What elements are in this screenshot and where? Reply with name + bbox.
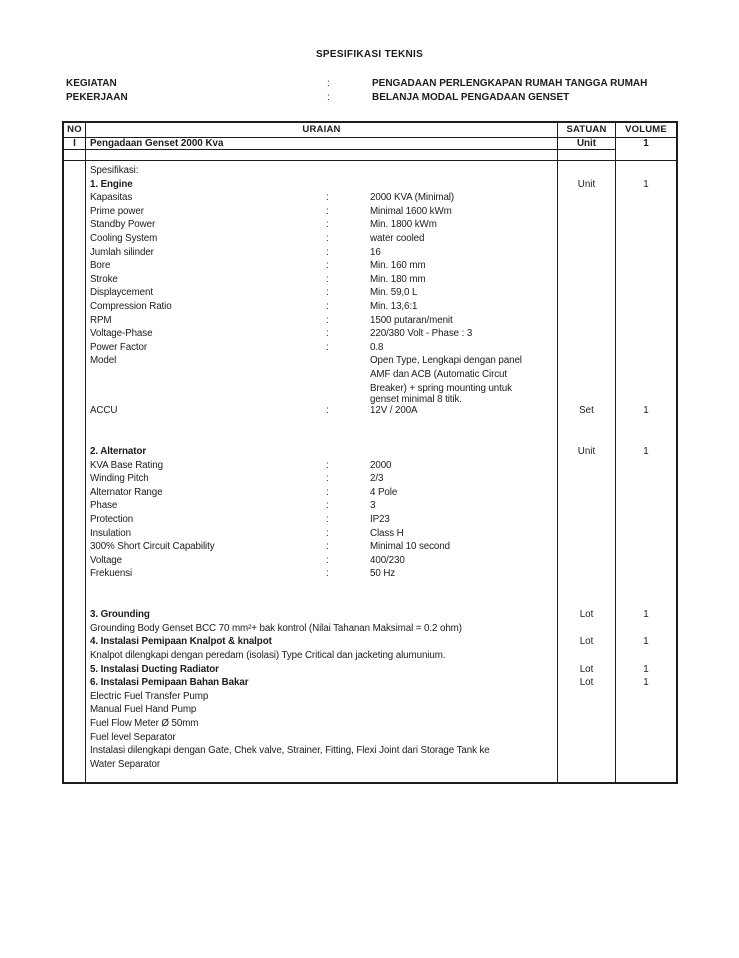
spec-line: [86, 459, 557, 473]
spec-line: [86, 513, 557, 527]
spec-table: [62, 121, 678, 784]
spec-label: 4. Instalasi Pemipaan Knalpot & knalpot: [90, 636, 272, 648]
spec-label: Insulation: [90, 527, 131, 539]
spec-line: [86, 300, 557, 314]
spec-no-cell: [64, 161, 86, 782]
spec-value: Breaker) + spring mounting untuk: [370, 382, 512, 394]
spec-line: [86, 649, 557, 663]
spec-line: [86, 314, 557, 328]
item-volume: 1: [616, 138, 676, 161]
spec-value: IP23: [370, 514, 390, 525]
spec-value: Min. 180 mm: [370, 273, 426, 285]
spec-line: [86, 445, 557, 459]
satuan-value: Lot: [579, 677, 594, 689]
spec-label: Alternator Range: [90, 486, 163, 498]
spec-label: Electric Fuel Transfer Pump: [90, 690, 209, 702]
volume-value: 1: [643, 663, 649, 675]
spec-label: Phase: [90, 500, 118, 512]
satuan-value: Unit: [577, 178, 596, 190]
spec-line: [86, 354, 557, 368]
spec-line: [86, 608, 557, 622]
spec-label: ACCU: [90, 405, 118, 417]
spec-line: [86, 395, 557, 404]
spec-colon: :: [326, 273, 329, 285]
spec-line: [86, 246, 557, 260]
spec-value: Min. 160 mm: [370, 260, 426, 272]
spec-label: Standby Power: [90, 219, 156, 231]
spec-label: Prime power: [90, 205, 144, 217]
spec-colon: :: [326, 205, 329, 217]
spec-colon: :: [326, 568, 329, 580]
spec-value: Min. 13,6:1: [370, 301, 418, 312]
spec-value: 3: [370, 500, 376, 512]
spec-colon: :: [326, 233, 329, 244]
header-no: NO: [64, 123, 86, 138]
header-volume: VOLUME: [616, 123, 676, 138]
spec-colon: :: [326, 486, 329, 498]
spec-value: 2/3: [370, 473, 384, 485]
spec-line: [86, 232, 557, 246]
meta-value: BELANJA MODAL PENGADAAN GENSET: [372, 92, 570, 103]
spec-value: 2000 KVA (Minimal): [370, 192, 455, 204]
spec-label: Stroke: [90, 273, 118, 285]
spec-label: Instalasi dilengkapi dengan Gate, Chek valve, Strainer, Fitting, Flexi Joint dari Storage Tank ke: [90, 745, 490, 757]
spec-colon: :: [326, 260, 329, 272]
spec-value: 4 Pole: [370, 486, 398, 498]
meta-row-pekerjaan: [0, 92, 739, 106]
item-no: I: [64, 138, 86, 150]
satuan-value: Lot: [579, 663, 594, 675]
spec-value: Min. 59,0 L: [370, 287, 418, 299]
spec-value: AMF dan ACB (Automatic Circut: [370, 369, 508, 380]
page-title: SPESIFIKASI TEKNIS: [315, 49, 424, 60]
spec-value: 12V / 200A: [370, 405, 418, 417]
spec-line: [86, 205, 557, 219]
spec-label: Model: [90, 355, 117, 367]
spec-label: Cooling System: [90, 233, 158, 244]
spec-line: [86, 554, 557, 568]
spec-colon: :: [326, 514, 329, 525]
spec-colon: :: [326, 219, 329, 231]
spec-label: Fuel Flow Meter Ø 50mm: [90, 718, 199, 729]
spec-label: Frekuensi: [90, 568, 133, 580]
spec-colon: :: [326, 459, 329, 471]
spec-line: [86, 758, 557, 772]
volume-value: 1: [643, 178, 649, 190]
spec-label: Bore: [90, 260, 111, 272]
header-uraian: URAIAN: [86, 123, 558, 138]
spec-colon: :: [326, 541, 329, 553]
spec-value: Minimal 10 second: [370, 541, 450, 553]
volume-value: 1: [643, 677, 649, 689]
spec-line: [86, 717, 557, 731]
spec-label: Fuel level Separator: [90, 731, 176, 743]
spec-value: 0.8: [370, 341, 384, 353]
meta-colon: :: [327, 92, 330, 103]
spec-label: 300% Short Circuit Capability: [90, 541, 215, 553]
spec-line: [86, 218, 557, 232]
volume-value: 1: [643, 636, 649, 648]
spec-colon: :: [326, 192, 329, 204]
spec-label: KVA Base Rating: [90, 459, 163, 471]
spec-line: [86, 527, 557, 541]
spec-line: [86, 341, 557, 355]
spec-value: 50 Hz: [370, 568, 396, 580]
spec-label: Power Factor: [90, 341, 148, 353]
volume-value: 1: [643, 405, 649, 417]
spec-line: [86, 259, 557, 273]
meta-colon: :: [327, 78, 330, 89]
spec-label: Winding Pitch: [90, 473, 149, 485]
spec-colon: :: [326, 527, 329, 539]
spec-line: [86, 703, 557, 717]
spacer-cell-no: [64, 150, 86, 161]
spec-value: Open Type, Lengkapi dengan panel: [370, 355, 522, 367]
spec-label: Protection: [90, 514, 134, 525]
spec-label: 3. Grounding: [90, 609, 150, 621]
spec-line: [86, 164, 557, 178]
satuan-value: Lot: [579, 609, 594, 621]
spec-line: [86, 635, 557, 649]
spec-value: 16: [370, 246, 381, 258]
spec-colon: :: [326, 341, 329, 353]
spec-line: [86, 663, 557, 677]
spec-value: 220/380 Volt - Phase : 3: [370, 328, 473, 340]
spec-value: water cooled: [370, 233, 425, 244]
spec-line: [86, 540, 557, 554]
spec-line: [86, 404, 557, 418]
spec-colon: :: [326, 314, 329, 326]
spec-colon: :: [326, 405, 329, 417]
spec-colon: :: [326, 500, 329, 512]
spec-value: genset minimal 8 titik.: [370, 394, 462, 406]
meta-row-kegiatan: [0, 78, 739, 92]
spec-colon: :: [326, 246, 329, 258]
item-uraian: Pengadaan Genset 2000 Kva: [86, 138, 558, 150]
spec-line: [86, 744, 557, 758]
spec-label: 1. Engine: [90, 178, 133, 190]
spec-label: 2. Alternator: [90, 446, 147, 457]
spec-label: Grounding Body Genset BCC 70 mm²+ bak kontrol (Nilai Tahanan Maksimal = 0.2 ohm): [90, 622, 462, 634]
spec-line: [86, 731, 557, 745]
spec-line: [86, 622, 557, 636]
spec-line: [86, 327, 557, 341]
spec-label: Compression Ratio: [90, 301, 172, 312]
spec-line: [86, 499, 557, 513]
spec-line: [86, 472, 557, 486]
meta-label: PEKERJAAN: [66, 92, 128, 103]
spec-line: [86, 690, 557, 704]
spec-label: Voltage: [90, 554, 122, 566]
spacer-cell-satuan: [558, 150, 616, 161]
header-satuan: SATUAN: [558, 123, 616, 138]
spec-colon: :: [326, 287, 329, 299]
spec-value: 400/230: [370, 554, 405, 566]
spec-line: [86, 382, 557, 396]
spec-value: 2000: [370, 459, 392, 471]
volume-value: 1: [643, 609, 649, 621]
volume-value: 1: [643, 446, 649, 457]
spec-value: 1500 putaran/menit: [370, 314, 453, 326]
spec-label: Knalpot dilengkapi dengan peredam (isolasi) Type Critical dan jacketing alumunium.: [90, 650, 446, 661]
spec-label: Water Separator: [90, 758, 161, 770]
spec-line: [86, 676, 557, 690]
spec-colon: :: [326, 301, 329, 312]
spec-uraian-cell: [86, 161, 558, 782]
spec-label: 5. Instalasi Ducting Radiator: [90, 663, 219, 675]
spec-satuan-cell: [558, 161, 616, 782]
spec-value: Class H: [370, 527, 404, 539]
spec-label: Kapasitas: [90, 192, 133, 204]
spec-line: [86, 286, 557, 300]
spec-line: [86, 191, 557, 205]
spec-colon: :: [326, 473, 329, 485]
satuan-value: Lot: [579, 636, 594, 648]
spec-label: Spesifikasi:: [90, 165, 139, 176]
spec-label: Voltage-Phase: [90, 328, 153, 340]
spec-value: Min. 1800 kWm: [370, 219, 437, 231]
spec-line: [86, 178, 557, 192]
meta-value: PENGADAAN PERLENGKAPAN RUMAH TANGGA RUMAH: [372, 78, 648, 89]
spec-line: [86, 273, 557, 287]
spec-label: Manual Fuel Hand Pump: [90, 704, 197, 716]
spec-label: RPM: [90, 314, 112, 326]
satuan-value: Set: [579, 405, 594, 417]
spec-colon: :: [326, 554, 329, 566]
spec-value: Minimal 1600 kWm: [370, 205, 452, 217]
item-satuan: Unit: [558, 138, 616, 150]
spec-volume-cell: [616, 161, 676, 782]
spec-line: [86, 567, 557, 581]
satuan-value: Unit: [577, 446, 596, 457]
spec-line: [86, 368, 557, 382]
meta-label: KEGIATAN: [66, 78, 117, 89]
spacer-cell-uraian: [86, 150, 558, 161]
spec-colon: :: [326, 328, 329, 340]
spec-label: 6. Instalasi Pemipaan Bahan Bakar: [90, 677, 249, 689]
spec-line: [86, 486, 557, 500]
spec-label: Displaycement: [90, 287, 153, 299]
spec-label: Jumlah silinder: [90, 246, 154, 258]
